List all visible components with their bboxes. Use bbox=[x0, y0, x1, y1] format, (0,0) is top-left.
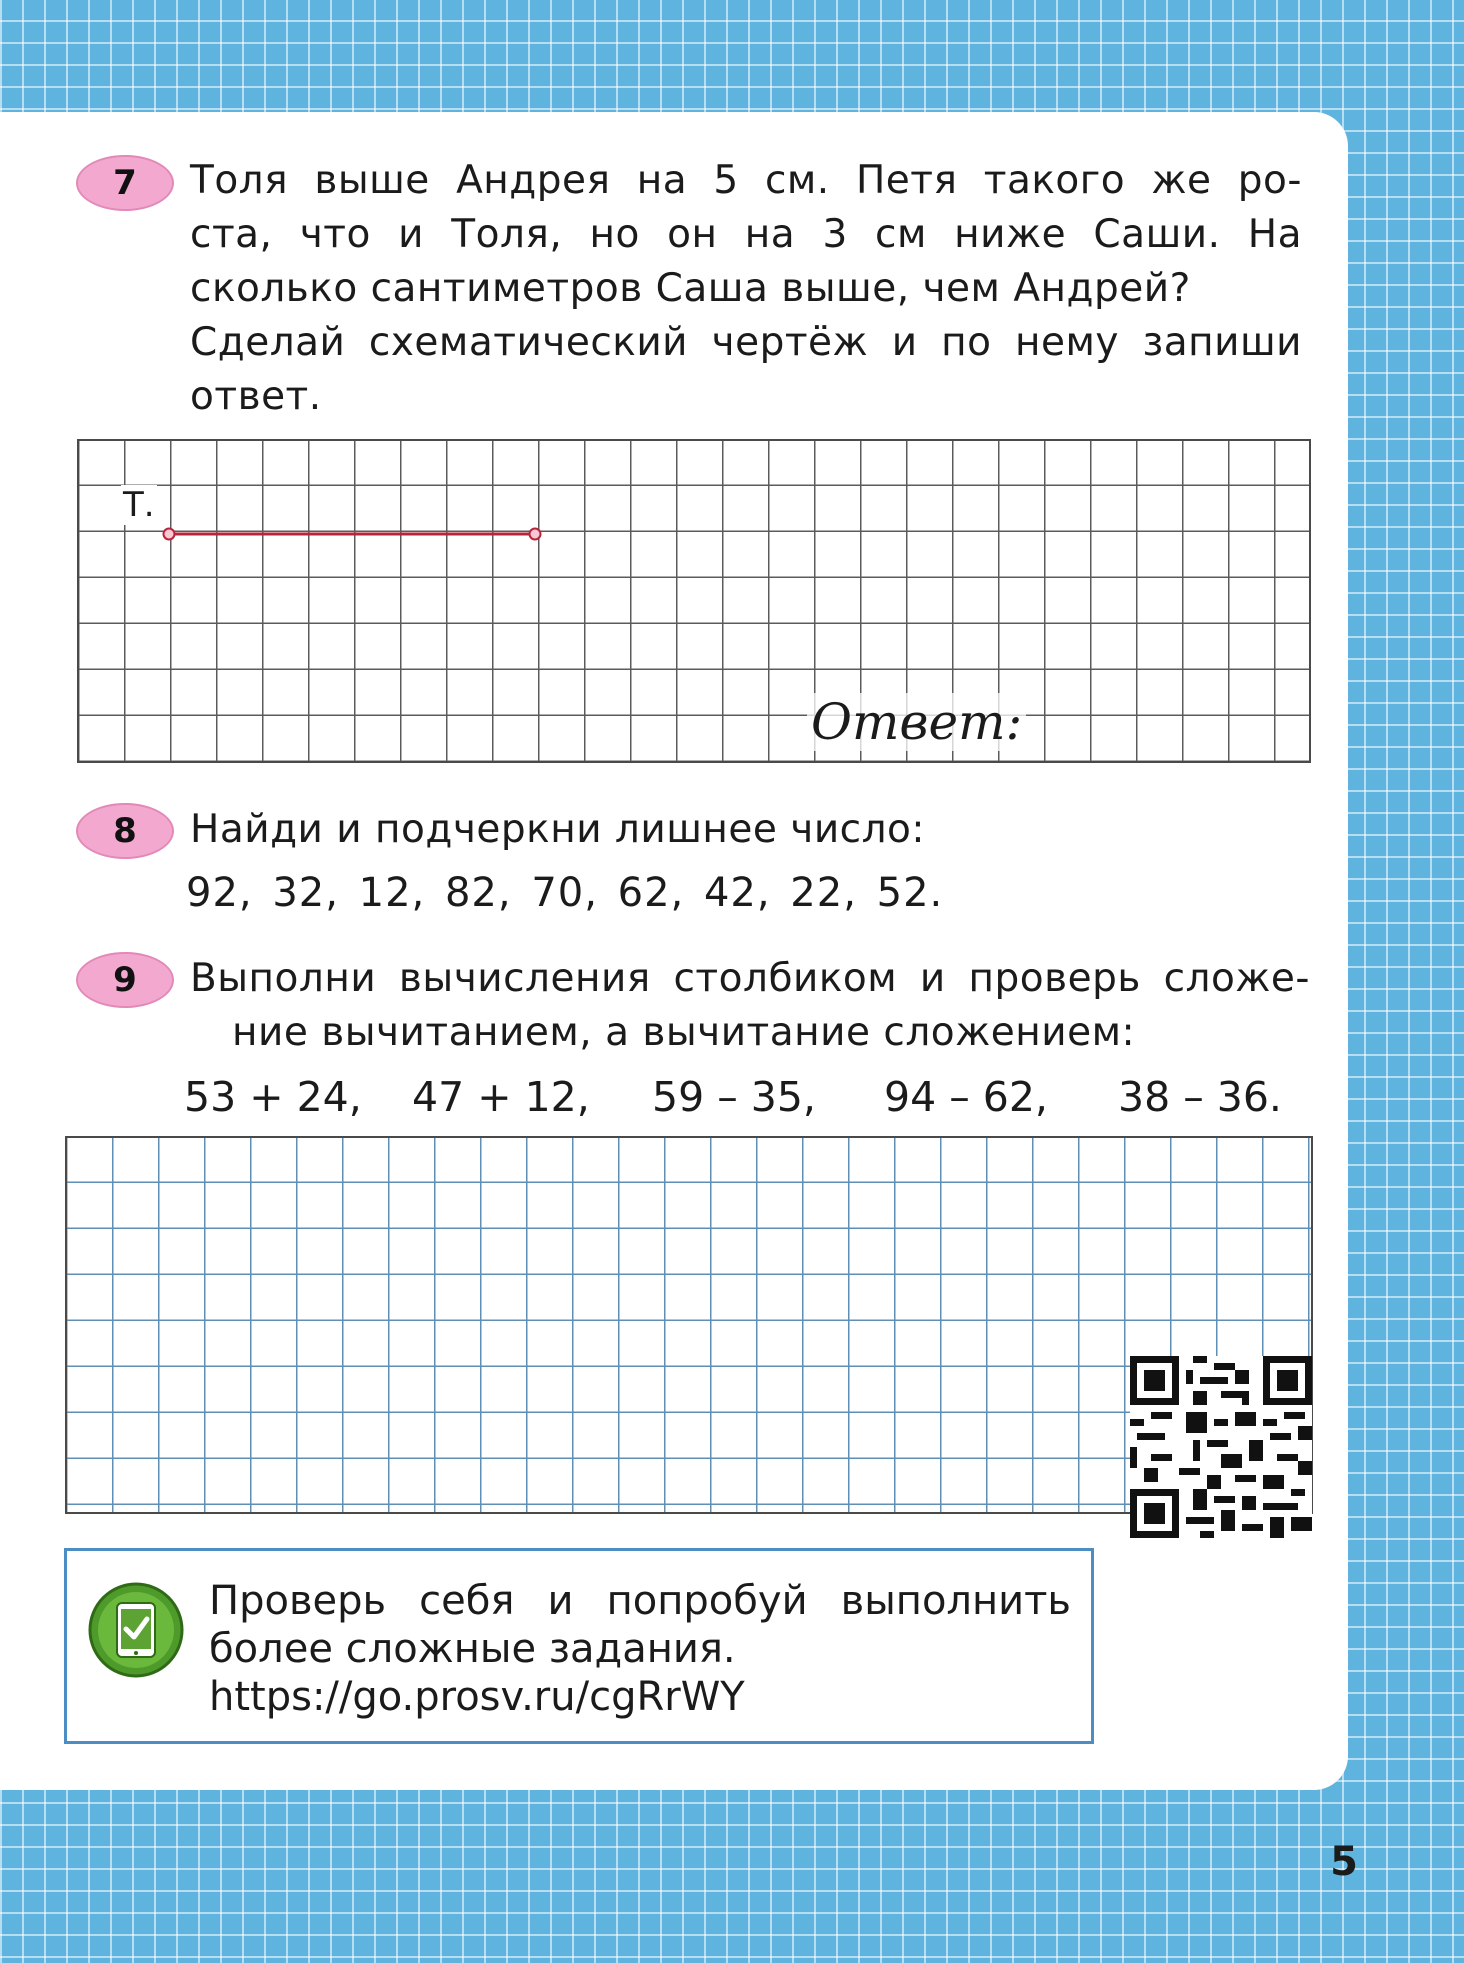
task-7-text bbox=[190, 154, 1302, 424]
self-check-link[interactable]: https://go.prosv.ru/cgRrWY bbox=[209, 1674, 745, 1720]
drawing-grid[interactable] bbox=[77, 439, 1311, 763]
calculation-grid[interactable] bbox=[65, 1136, 1313, 1514]
expression: 94 – 62, bbox=[884, 1073, 1048, 1121]
self-check-box bbox=[64, 1548, 1094, 1744]
tablet-check-icon bbox=[87, 1581, 185, 1679]
task-9-line: Выполни вычисления столбиком и проверь сложе- bbox=[190, 956, 1310, 1001]
task-8-text: Найди и подчеркни лишнее число: bbox=[190, 807, 926, 852]
task-9-line: ние вычитанием, а вычитание сложением: bbox=[232, 1010, 1136, 1055]
task-7-number: 7 bbox=[113, 163, 137, 203]
task-9-text bbox=[190, 952, 1310, 1060]
task-7-line: сколько сантиметров Саша выше, чем Андрей? bbox=[190, 266, 1191, 311]
task-7-line: Сделай схематический чертёж и по нему запиши bbox=[190, 320, 1302, 365]
task-8-number: 8 bbox=[113, 811, 137, 851]
page-number: 5 bbox=[1330, 1839, 1358, 1885]
segment-start-point bbox=[164, 529, 175, 540]
expression: 47 + 12, bbox=[412, 1073, 590, 1121]
self-check-line: Проверь себя и попробуй выполнить bbox=[209, 1578, 1071, 1624]
task-7-line: Толя выше Андрея на 5 см. Петя такого же ро- bbox=[190, 158, 1302, 203]
qr-code-icon[interactable] bbox=[1130, 1356, 1312, 1538]
task-7-badge bbox=[76, 155, 174, 211]
task-9-number: 9 bbox=[113, 960, 137, 1000]
expression: 59 – 35, bbox=[652, 1073, 816, 1121]
self-check-text bbox=[209, 1577, 1071, 1721]
tolya-segment bbox=[159, 521, 559, 551]
tolya-segment-label: Т. bbox=[123, 485, 155, 525]
task-8-numbers: 92, 32, 12, 82, 70, 62, 42, 22, 52. bbox=[186, 870, 944, 916]
task-8-badge bbox=[76, 803, 174, 859]
task-7-line: ста, что и Толя, но он на 3 см ниже Саши. На bbox=[190, 212, 1302, 257]
task-9-badge bbox=[76, 952, 174, 1008]
expression: 53 + 24, bbox=[184, 1073, 362, 1121]
answer-label: Ответ: bbox=[807, 693, 1026, 751]
expression: 38 – 36. bbox=[1118, 1073, 1282, 1121]
task-7-line: ответ. bbox=[190, 374, 322, 419]
segment-end-point bbox=[530, 529, 541, 540]
self-check-line: более сложные задания. bbox=[209, 1626, 736, 1672]
